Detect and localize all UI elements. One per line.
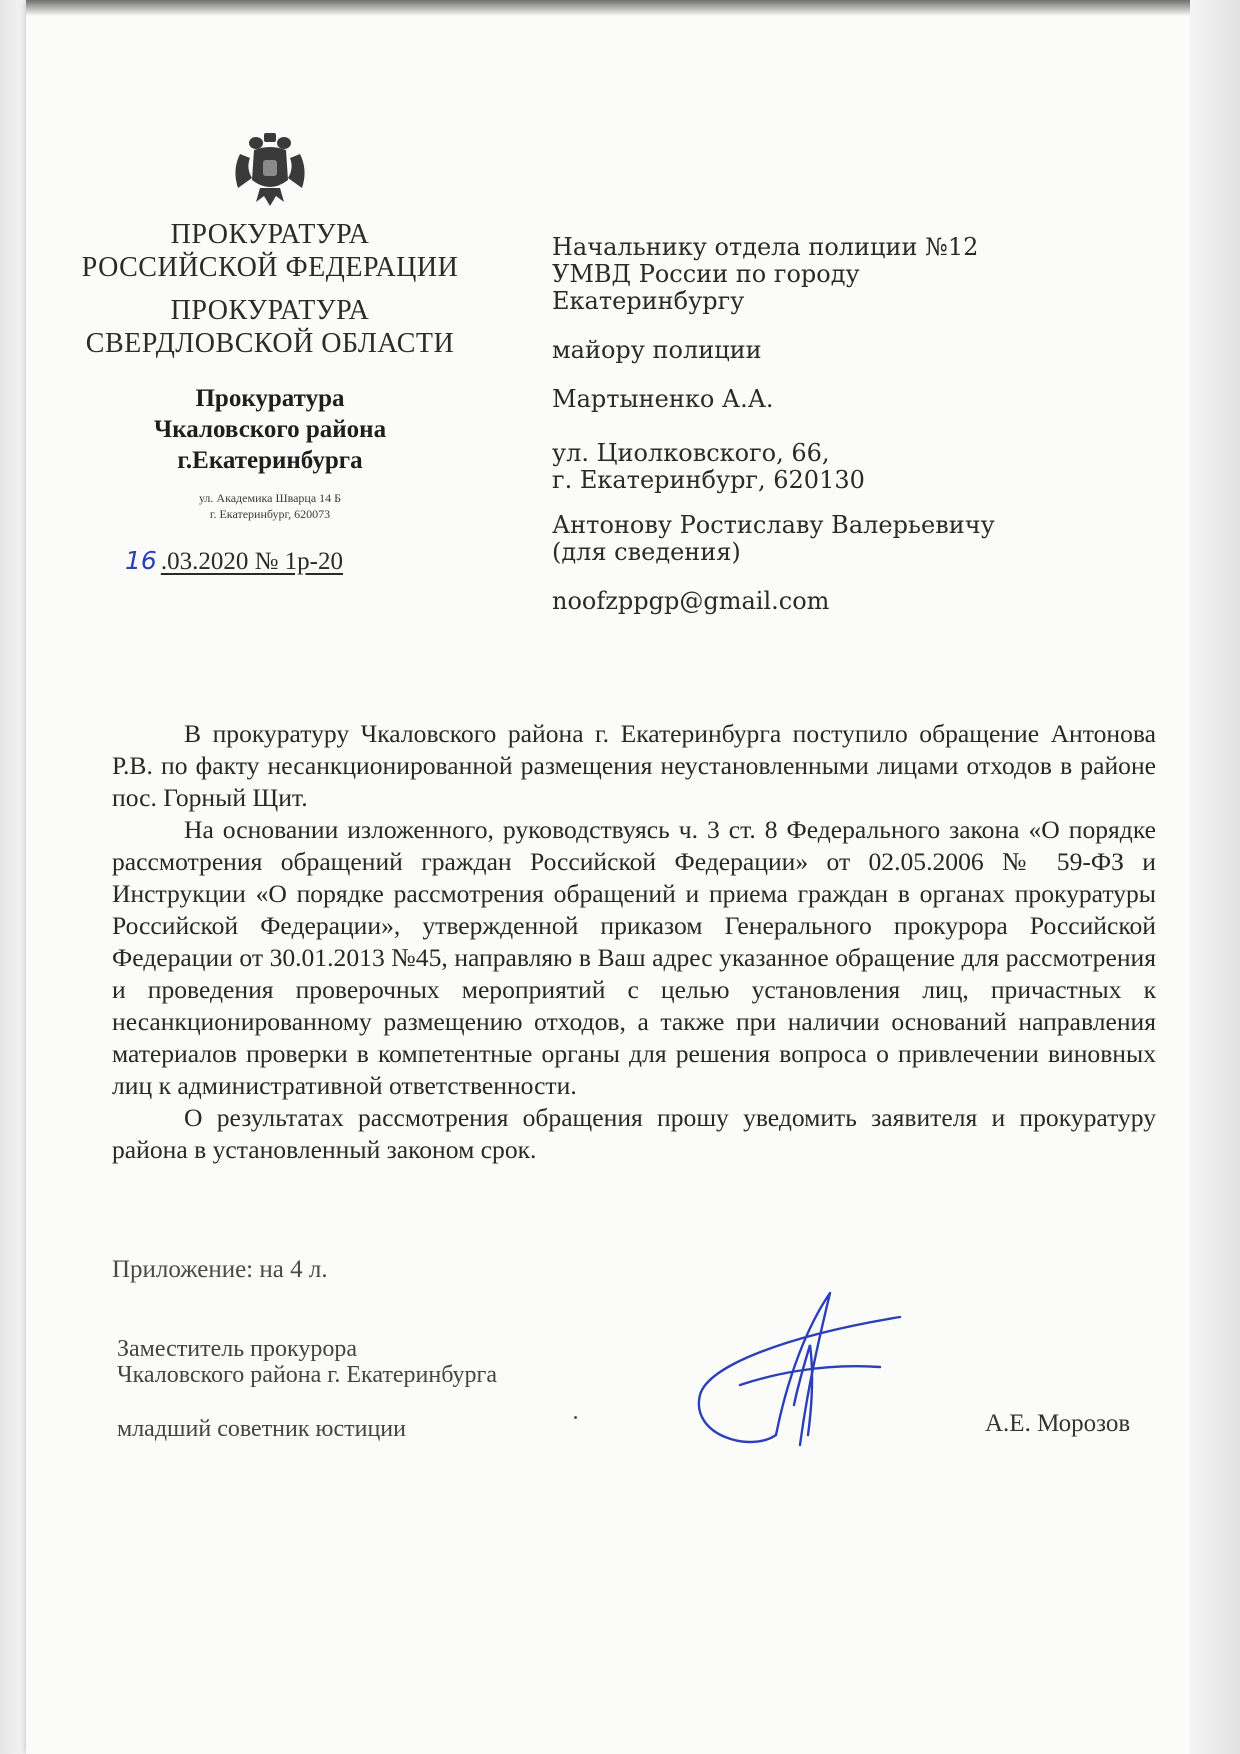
scan-edge-left: [0, 0, 26, 1754]
signer-position-line: Чкаловского района г. Екатеринбурга: [117, 1362, 498, 1388]
org-name-line: ПРОКУРАТУРА: [170, 219, 370, 250]
signer-name: А.Е. Морозов: [985, 1410, 1131, 1437]
copy-recipient-name: Антонову Ростиславу Валерьевичу: [552, 511, 995, 539]
document-reference: [125, 546, 343, 576]
org-name-line: СВЕРДЛОВСКОЙ ОБЛАСТИ: [85, 328, 455, 359]
document-number: .03.2020 № 1р-20: [160, 548, 343, 575]
letter-body: [112, 718, 1156, 1166]
org-header-district: [65, 383, 475, 476]
scan-top-shadow: [26, 0, 1190, 16]
attachment-note: Приложение: на 4 л.: [112, 1256, 328, 1283]
addressee-address: [552, 440, 1112, 494]
copy-recipient-note: (для сведения): [552, 538, 741, 566]
addressee-line: Начальнику отдела полиции №12: [552, 233, 979, 261]
address-line: г. Екатеринбург, 620073: [209, 507, 331, 521]
addressee-rank: майору полиции: [552, 336, 762, 364]
org-address: [65, 490, 475, 522]
coat-of-arms-icon: [230, 130, 310, 210]
copy-recipient-email: noofzppgp@gmail.com: [552, 587, 830, 615]
org-name-line: РОССИЙСКОЙ ФЕДЕРАЦИИ: [81, 252, 459, 283]
addressee-title: [552, 234, 1112, 315]
signer-rank: младший советник юстиции: [117, 1416, 406, 1442]
handwritten-day: 16: [125, 546, 157, 575]
addressee-address-line: ул. Циолковского, 66,: [552, 439, 830, 467]
copy-recipient: [552, 512, 1112, 566]
scan-speck: [574, 1416, 577, 1419]
district-name-line: Чкаловского района: [153, 416, 387, 443]
address-line: ул. Академика Шварца 14 Б: [198, 491, 342, 505]
body-paragraph: На основании изложенного, руководствуясь ч. 3 ст. 8 Федерального закона «О порядке рассмотрения обращений граждан Российской Федерации» от 02.05.2006 № 59-ФЗ и Инструкции «О порядке рассмотрения обращений и приема граждан в органах прокуратуры Российской Федерации», утвержденной приказом Генерального прокурора Российской Федерации от 30.01.2013 №45, направляю в Ваш адрес указанное обращение для рассмотрения и проведения проверочных мероприятий с целью установления лиц, причастных к несанкционированному размещению отходов, а также при наличии оснований направления материалов проверки в компетентные органы для решения вопроса о привлечении виновных лиц к административной ответственности.: [112, 815, 1156, 1100]
org-header-federal: [65, 218, 475, 284]
body-paragraph: О результатах рассмотрения обращения прошу уведомить заявителя и прокуратуру района в установленный законом срок.: [112, 1103, 1156, 1164]
district-name-line: Прокуратура: [195, 385, 345, 412]
body-paragraph: В прокуратуру Чкаловского района г. Екатеринбурга поступило обращение Антонова Р.В. по факту несанкционированной размещения неустановленными лицами отходов в районе пос. Горный Щит.: [112, 719, 1156, 812]
handwritten-signature: [680, 1285, 920, 1455]
addressee-address-line: г. Екатеринбург, 620130: [552, 466, 865, 494]
district-name-line: г.Екатеринбурга: [177, 447, 363, 474]
addressee-name: Мартыненко А.А.: [552, 385, 774, 413]
addressee-line: Екатеринбургу: [552, 287, 745, 315]
scan-edge-right: [1190, 0, 1240, 1754]
org-name-line: ПРОКУРАТУРА: [170, 295, 370, 326]
addressee-line: УМВД России по городу: [552, 260, 860, 288]
signer-position-line: Заместитель прокурора: [117, 1336, 357, 1362]
org-header-regional: [65, 294, 475, 360]
signer-position: [117, 1336, 497, 1388]
